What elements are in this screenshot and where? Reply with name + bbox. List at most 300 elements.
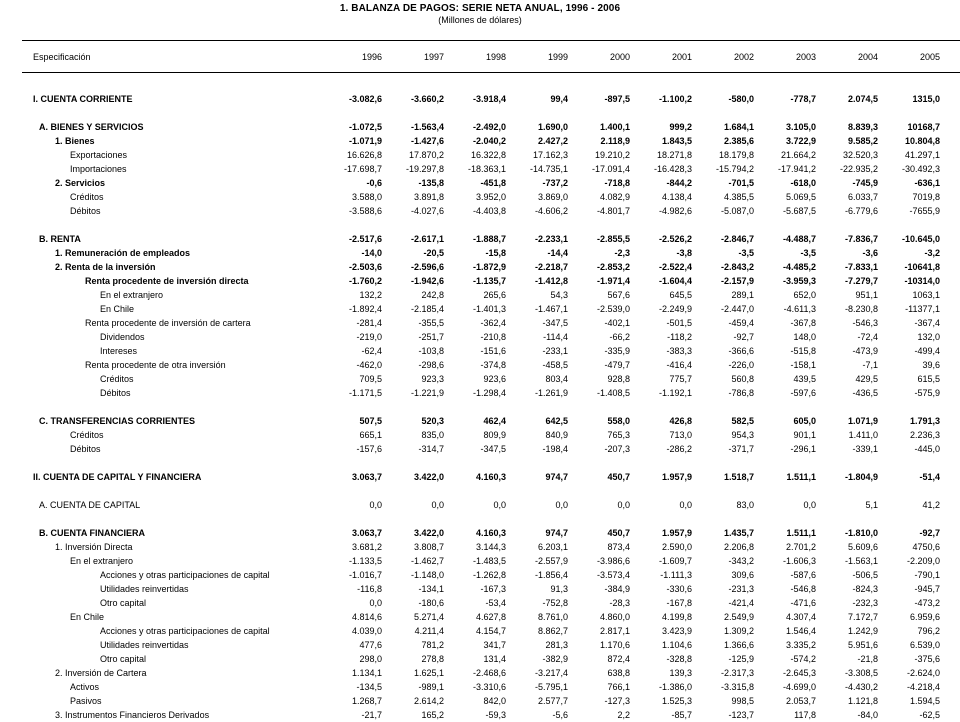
value-cell: -471,6 [790, 598, 816, 608]
year-header: 1999 [547, 52, 568, 62]
value-cell: 901,1 [793, 430, 816, 440]
value-cell: -1.604,4 [658, 276, 692, 286]
value-cell: -1.261,9 [534, 388, 568, 398]
value-cell: 9.585,2 [847, 136, 878, 146]
value-cell: 999,2 [669, 122, 692, 132]
value-cell: 5.271,4 [413, 612, 444, 622]
row-label: En el extranjero [70, 556, 134, 566]
value-cell: 842,0 [483, 696, 506, 706]
row-label: A. BIENES Y SERVICIOS [39, 122, 144, 132]
value-cell: -51,4 [919, 472, 940, 482]
value-cell: 3.869,0 [537, 192, 568, 202]
value-cell: -1.888,7 [472, 234, 506, 244]
table-row [0, 261, 960, 274]
report-title: 1. BALANZA DE PAGOS: SERIE NETA ANUAL, 1996 - 2006 [339, 3, 621, 14]
value-cell: 1.546,4 [785, 626, 816, 636]
row-label: Utilidades reinvertidas [100, 640, 189, 650]
value-cell: 1.268,7 [351, 696, 382, 706]
value-cell: -844,2 [666, 178, 692, 188]
value-cell: 165,2 [421, 710, 444, 720]
value-cell: 2.427,2 [537, 136, 568, 146]
value-cell: -19.297,8 [405, 164, 444, 174]
value-cell: -1.606,3 [782, 556, 816, 566]
value-cell: 1.957,9 [661, 472, 692, 482]
row-label: Exportaciones [70, 150, 128, 160]
value-cell: 4.138,4 [661, 192, 692, 202]
value-cell: -219,0 [356, 332, 382, 342]
value-cell: -1.016,7 [348, 570, 382, 580]
value-cell: 5,1 [865, 500, 878, 510]
table-row [0, 555, 960, 568]
year-header: 2004 [857, 52, 878, 62]
value-cell: 1.435,7 [723, 528, 754, 538]
value-cell: 3.105,0 [785, 122, 816, 132]
value-cell: 3.722,9 [785, 136, 816, 146]
value-cell: 3.335,2 [785, 640, 816, 650]
row-label: 2. Inversión de Cartera [55, 668, 147, 678]
value-cell: -824,3 [852, 584, 878, 594]
value-cell: 4.039,0 [351, 626, 382, 636]
value-cell: 558,0 [607, 416, 630, 426]
value-cell: 560,8 [731, 374, 754, 384]
value-cell: -790,1 [914, 570, 940, 580]
value-cell: 3.422,0 [413, 472, 444, 482]
value-cell: -3.082,6 [348, 94, 382, 104]
value-cell: -0,6 [366, 178, 382, 188]
value-cell: -296,1 [790, 444, 816, 454]
value-cell: 4.160,3 [475, 472, 506, 482]
value-cell: -445,0 [914, 444, 940, 454]
value-cell: -207,3 [604, 444, 630, 454]
table-row [0, 597, 960, 610]
value-cell: -10.645,0 [901, 234, 940, 244]
value-cell: -1.111,3 [660, 570, 692, 580]
row-label: Acciones y otras participaciones de capital [100, 570, 270, 580]
row-label: Utilidades reinvertidas [100, 584, 189, 594]
value-cell: -2.846,7 [720, 234, 754, 244]
value-cell: 923,6 [483, 374, 506, 384]
row-label: 1. Inversión Directa [55, 542, 133, 552]
value-cell: -382,9 [542, 654, 568, 664]
value-cell: -1.298,4 [472, 388, 506, 398]
table-row [0, 205, 960, 218]
value-cell: -2.557,9 [534, 556, 568, 566]
value-cell: 462,4 [483, 416, 506, 426]
value-cell: 117,8 [794, 710, 816, 720]
value-cell: 148,0 [793, 332, 816, 342]
value-cell: 0,0 [679, 500, 692, 510]
value-cell: -4.699,0 [782, 682, 816, 692]
value-cell: -226,0 [728, 360, 754, 370]
value-cell: 4.627,8 [475, 612, 506, 622]
value-cell: -3,5 [738, 248, 754, 258]
value-cell: -335,9 [604, 346, 630, 356]
value-cell: -1.133,5 [348, 556, 382, 566]
value-cell: -718,8 [604, 178, 630, 188]
table-row [0, 499, 960, 512]
value-cell: -1.071,9 [348, 136, 382, 146]
value-cell: -343,2 [728, 556, 754, 566]
row-label: II. CUENTA DE CAPITAL Y FINANCIERA [33, 472, 202, 482]
value-cell: 278,8 [421, 654, 444, 664]
value-cell: 16.626,8 [346, 150, 382, 160]
table-row [0, 569, 960, 582]
value-cell: 923,3 [421, 374, 444, 384]
value-cell: -1.401,3 [472, 304, 506, 314]
value-cell: 638,8 [607, 668, 630, 678]
value-cell: 18.179,8 [718, 150, 754, 160]
value-cell: 132,0 [917, 332, 940, 342]
table-row [0, 233, 960, 246]
value-cell: -328,8 [666, 654, 692, 664]
value-cell: -1.892,4 [348, 304, 382, 314]
value-cell: -2.539,0 [596, 304, 630, 314]
value-cell: 10168,7 [907, 122, 940, 132]
value-cell: -116,8 [357, 584, 382, 594]
value-cell: -21,8 [857, 654, 878, 664]
value-cell: 0,0 [803, 500, 816, 510]
value-cell: -28,3 [609, 598, 630, 608]
value-cell: 0,0 [555, 500, 568, 510]
value-cell: -2.317,3 [720, 668, 754, 678]
value-cell: -374,8 [480, 360, 506, 370]
value-cell: 6.959,6 [909, 612, 940, 622]
value-cell: 951,1 [855, 290, 878, 300]
value-cell: 3.063,7 [351, 472, 382, 482]
row-label: B. RENTA [39, 234, 81, 244]
row-label: 2. Servicios [55, 178, 106, 188]
table-row [0, 121, 960, 134]
value-cell: -4.611,3 [783, 304, 816, 314]
value-cell: 1.134,1 [351, 668, 382, 678]
row-label: Débitos [100, 388, 131, 398]
value-cell: -20,5 [423, 248, 444, 258]
value-cell: 615,5 [917, 374, 940, 384]
value-cell: 1.071,9 [847, 416, 878, 426]
value-cell: -989,1 [418, 682, 444, 692]
row-label: A. CUENTA DE CAPITAL [39, 500, 141, 510]
value-cell: 32.520,3 [842, 150, 878, 160]
value-cell: 91,3 [550, 584, 568, 594]
value-cell: -2.526,2 [658, 234, 692, 244]
table-row [0, 471, 960, 484]
table-row [0, 527, 960, 540]
value-cell: 0,0 [431, 500, 444, 510]
table-row [0, 429, 960, 442]
value-cell: 281,3 [545, 640, 568, 650]
value-cell: 6.203,1 [537, 542, 568, 552]
table-row [0, 639, 960, 652]
value-cell: -575,9 [914, 388, 940, 398]
row-label: Importaciones [70, 164, 127, 174]
value-cell: 765,3 [607, 430, 630, 440]
value-cell: -371,7 [728, 444, 754, 454]
value-cell: 3.952,0 [475, 192, 506, 202]
value-cell: 1.121,8 [847, 696, 878, 706]
value-cell: -114,4 [543, 332, 568, 342]
table-row [0, 289, 960, 302]
table-row [0, 541, 960, 554]
value-cell: -134,5 [356, 682, 382, 692]
value-cell: -72,4 [857, 332, 878, 342]
value-cell: -2.503,6 [348, 262, 382, 272]
value-cell: -4.218,4 [906, 682, 940, 692]
value-cell: 426,8 [669, 416, 692, 426]
value-cell: -1.760,2 [348, 276, 382, 286]
year-header: 2000 [609, 52, 630, 62]
value-cell: -501,5 [666, 318, 692, 328]
value-cell: 1.843,5 [661, 136, 692, 146]
value-cell: 582,5 [731, 416, 754, 426]
value-cell: -135,8 [418, 178, 444, 188]
value-cell: -367,8 [790, 318, 816, 328]
value-cell: 1.242,9 [847, 626, 878, 636]
value-cell: 0,0 [369, 500, 382, 510]
table-row [0, 667, 960, 680]
value-cell: -167,3 [480, 584, 506, 594]
table-row [0, 93, 960, 106]
value-cell: -134,1 [418, 584, 444, 594]
value-cell: -416,4 [666, 360, 692, 370]
value-cell: -17.091,4 [591, 164, 630, 174]
table-row [0, 345, 960, 358]
table-row [0, 163, 960, 176]
year-header: 2001 [671, 52, 692, 62]
value-cell: 54,3 [550, 290, 568, 300]
value-cell: 974,7 [545, 528, 568, 538]
value-cell: -232,3 [852, 598, 878, 608]
value-cell: -339,1 [852, 444, 878, 454]
value-cell: 3.144,3 [475, 542, 506, 552]
value-cell: -1.100,2 [658, 94, 692, 104]
table-row [0, 303, 960, 316]
value-cell: -5,6 [552, 710, 568, 720]
value-cell: -3.308,5 [844, 668, 878, 678]
value-cell: 450,7 [607, 472, 630, 482]
value-cell: 1.511,1 [786, 472, 816, 482]
value-cell: 429,5 [855, 374, 878, 384]
value-cell: 1.594,5 [909, 696, 940, 706]
value-cell: 7.172,7 [847, 612, 878, 622]
value-cell: 6.539,0 [909, 640, 940, 650]
value-cell: -53,4 [485, 598, 506, 608]
value-cell: -10314,0 [904, 276, 940, 286]
value-cell: 18.271,8 [656, 150, 692, 160]
value-cell: -5.687,5 [782, 206, 816, 216]
value-cell: -59,3 [485, 710, 506, 720]
value-cell: 665,1 [359, 430, 382, 440]
value-cell: -2.185,4 [410, 304, 444, 314]
row-label: Renta procedente de inversión directa [85, 276, 249, 286]
value-cell: 642,5 [545, 416, 568, 426]
value-cell: -2.853,2 [596, 262, 630, 272]
value-cell: -945,7 [914, 584, 940, 594]
value-cell: -330,6 [666, 584, 692, 594]
value-cell: 1.518,7 [723, 472, 754, 482]
value-cell: -2.843,2 [720, 262, 754, 272]
year-header: 1998 [485, 52, 506, 62]
value-cell: -3.573,4 [596, 570, 630, 580]
value-cell: -7.836,7 [844, 234, 878, 244]
table-row [0, 275, 960, 288]
value-cell: 4.385,5 [723, 192, 754, 202]
table-row [0, 191, 960, 204]
report-subtitle: (Millones de dólares) [438, 15, 522, 25]
value-cell: -1.804,9 [844, 472, 878, 482]
value-cell: -383,3 [666, 346, 692, 356]
value-cell: -16.428,3 [653, 164, 692, 174]
value-cell: 809,9 [483, 430, 506, 440]
value-cell: 873,4 [607, 542, 630, 552]
value-cell: -2.249,9 [658, 304, 692, 314]
value-cell: 954,3 [731, 430, 754, 440]
value-cell: -402,1 [604, 318, 630, 328]
value-cell: -897,5 [604, 94, 630, 104]
value-cell: -14.735,1 [529, 164, 568, 174]
value-cell: -198,4 [542, 444, 568, 454]
value-cell: -458,5 [542, 360, 568, 370]
value-cell: 4.814,6 [351, 612, 382, 622]
value-cell: 2.549,9 [723, 612, 754, 622]
value-cell: -62,4 [361, 346, 382, 356]
value-cell: -506,5 [852, 570, 878, 580]
value-cell: 3.681,2 [351, 542, 382, 552]
value-cell: 2.236,3 [909, 430, 940, 440]
year-header: 2003 [795, 52, 816, 62]
table-row [0, 709, 960, 722]
value-cell: -17.698,7 [343, 164, 382, 174]
value-cell: 4.154,7 [475, 626, 506, 636]
row-label: 1. Remuneración de empleados [55, 248, 191, 258]
value-cell: 1.957,9 [661, 528, 692, 538]
value-cell: 450,7 [607, 528, 630, 538]
value-cell: -367,4 [914, 318, 940, 328]
value-cell: -745,9 [852, 178, 878, 188]
value-cell: -347,5 [480, 444, 506, 454]
value-cell: -4.403,8 [472, 206, 506, 216]
value-cell: 5.951,6 [847, 640, 878, 650]
value-cell: 1.525,3 [661, 696, 692, 706]
value-cell: -10641,8 [904, 262, 940, 272]
value-cell: -546,8 [790, 584, 816, 594]
value-cell: 8.761,0 [537, 612, 568, 622]
row-label: Débitos [70, 444, 101, 454]
value-cell: 4.199,8 [661, 612, 692, 622]
value-cell: 3.422,0 [413, 528, 444, 538]
value-cell: -5.087,0 [720, 206, 754, 216]
value-cell: -1.427,6 [410, 136, 444, 146]
value-cell: 4.211,4 [414, 626, 444, 636]
value-cell: 1.400,1 [599, 122, 630, 132]
value-cell: 2,2 [617, 710, 630, 720]
value-cell: -3,6 [862, 248, 878, 258]
value-cell: -298,6 [418, 360, 444, 370]
value-cell: -574,2 [790, 654, 816, 664]
value-cell: -103,8 [418, 346, 444, 356]
value-cell: -2.522,4 [658, 262, 692, 272]
table-row [0, 387, 960, 400]
value-cell: 567,6 [607, 290, 630, 300]
value-cell: 4750,6 [912, 542, 940, 552]
value-cell: -3.918,4 [472, 94, 506, 104]
value-cell: 16.322,8 [470, 150, 506, 160]
year-header: 2002 [733, 52, 754, 62]
value-cell: -1.072,5 [348, 122, 382, 132]
value-cell: -1.386,0 [658, 682, 692, 692]
value-cell: 39,6 [922, 360, 940, 370]
value-cell: -1.171,5 [348, 388, 382, 398]
value-cell: -3,2 [924, 248, 940, 258]
value-cell: -15.794,2 [715, 164, 754, 174]
value-cell: 4.160,3 [475, 528, 506, 538]
value-cell: 1.366,6 [723, 640, 754, 650]
value-cell: 998,5 [731, 696, 754, 706]
value-cell: -1.408,5 [596, 388, 630, 398]
value-cell: -778,7 [790, 94, 816, 104]
value-cell: -1.563,4 [410, 122, 444, 132]
value-cell: 605,0 [793, 416, 816, 426]
value-cell: -17.941,2 [777, 164, 816, 174]
row-label: En Chile [70, 612, 105, 622]
value-cell: -4.430,2 [844, 682, 878, 692]
year-header: 1996 [361, 52, 382, 62]
table-row [0, 611, 960, 624]
value-cell: -1.262,8 [472, 570, 506, 580]
value-cell: 3.063,7 [351, 528, 382, 538]
value-cell: -3.315,8 [720, 682, 754, 692]
table-row [0, 247, 960, 260]
value-cell: -2.624,0 [906, 668, 940, 678]
value-cell: -281,4 [356, 318, 382, 328]
row-label: Créditos [100, 374, 134, 384]
value-cell: 0,0 [617, 500, 630, 510]
value-cell: 974,7 [545, 472, 568, 482]
value-cell: -1.221,9 [410, 388, 444, 398]
value-cell: 2.590,0 [661, 542, 692, 552]
value-cell: -2.492,0 [472, 122, 506, 132]
value-cell: -3,5 [800, 248, 816, 258]
value-cell: -30.492,3 [901, 164, 940, 174]
value-cell: -3.986,6 [596, 556, 630, 566]
value-cell: -157,6 [356, 444, 382, 454]
value-cell: -499,4 [914, 346, 940, 356]
value-cell: 5.609,6 [847, 542, 878, 552]
row-label: Dividendos [100, 332, 145, 342]
value-cell: 1.170,6 [599, 640, 630, 650]
value-cell: 709,5 [359, 374, 382, 384]
value-cell: -4.488,7 [782, 234, 816, 244]
value-cell: -7.833,1 [844, 262, 878, 272]
value-cell: -84,0 [857, 710, 878, 720]
row-label: Créditos [70, 430, 104, 440]
value-cell: -546,3 [852, 318, 878, 328]
value-cell: 17.870,2 [408, 150, 444, 160]
year-header: 2005 [919, 52, 940, 62]
value-cell: 289,1 [731, 290, 754, 300]
value-cell: 4.860,0 [599, 612, 630, 622]
value-cell: -479,7 [604, 360, 630, 370]
value-cell: -7655,9 [909, 206, 940, 216]
value-cell: 21.664,2 [780, 150, 816, 160]
row-label: B. CUENTA FINANCIERA [39, 528, 145, 538]
value-cell: 1315,0 [912, 94, 940, 104]
value-cell: -2.468,6 [472, 668, 506, 678]
table-row [0, 443, 960, 456]
table-row [0, 149, 960, 162]
value-cell: -597,6 [790, 388, 816, 398]
row-label: 3. Instrumentos Financieros Derivados [55, 710, 210, 720]
value-cell: 8.839,3 [847, 122, 878, 132]
